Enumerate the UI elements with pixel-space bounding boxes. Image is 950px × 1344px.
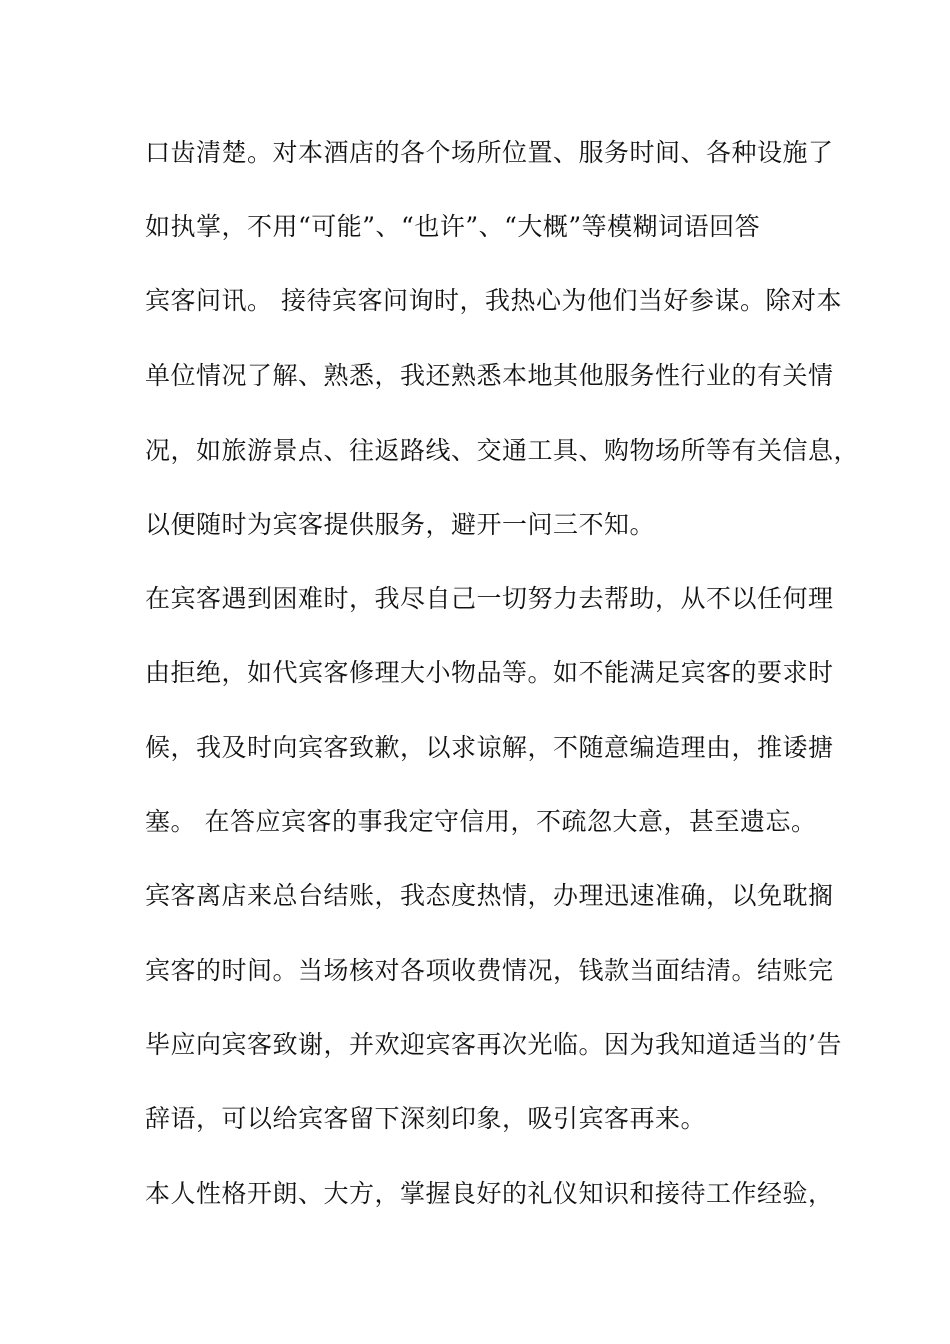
text-line: 如执掌，不用“可能”、“也许”、“大概”等模糊词语回答 — [145, 212, 761, 241]
text-line: 辞语，可以给宾客留下深刻印象，吸引宾客再来。 — [145, 1104, 707, 1133]
text-line: 单位情况了解、熟悉，我还熟悉本地其他服务性行业的有关情 — [145, 361, 834, 390]
text-line: 宾客问讯。 接待宾客问询时，我热心为他们当好参谋。除对本 — [145, 286, 842, 315]
text-line: 宾客离店来总台结账，我态度热情，办理迅速准确，以免耽搁 — [145, 881, 834, 910]
text-line: 由拒绝，如代宾客修理大小物品等。如不能满足宾客的要求时 — [145, 658, 834, 687]
text-line: 况，如旅游景点、往返路线、交通工具、购物场所等有关信息， — [145, 436, 860, 465]
text-line: 宾客的时间。当场核对各项收费情况，钱款当面结清。结账完 — [145, 956, 834, 985]
text-line: 候，我及时向宾客致歉，以求谅解，不随意编造理由，推诿搪 — [145, 733, 834, 762]
text-line: 口齿清楚。对本酒店的各个场所位置、服务时间、各种设施了 — [145, 138, 834, 167]
text-line: 毕应向宾客致谢，并欢迎宾客再次光临。因为我知道适当的’告 — [145, 1030, 842, 1059]
text-line: 在宾客遇到困难时，我尽自己一切努力去帮助，从不以任何理 — [145, 584, 834, 613]
text-line: 塞。 在答应宾客的事我定守信用，不疏忽大意，甚至遗忘。 — [145, 807, 817, 836]
text-line: 本人性格开朗、大方，掌握良好的礼仪知识和接待工作经验， — [145, 1179, 834, 1208]
text-line: 以便随时为宾客提供服务，避开一问三不知。 — [145, 510, 656, 539]
